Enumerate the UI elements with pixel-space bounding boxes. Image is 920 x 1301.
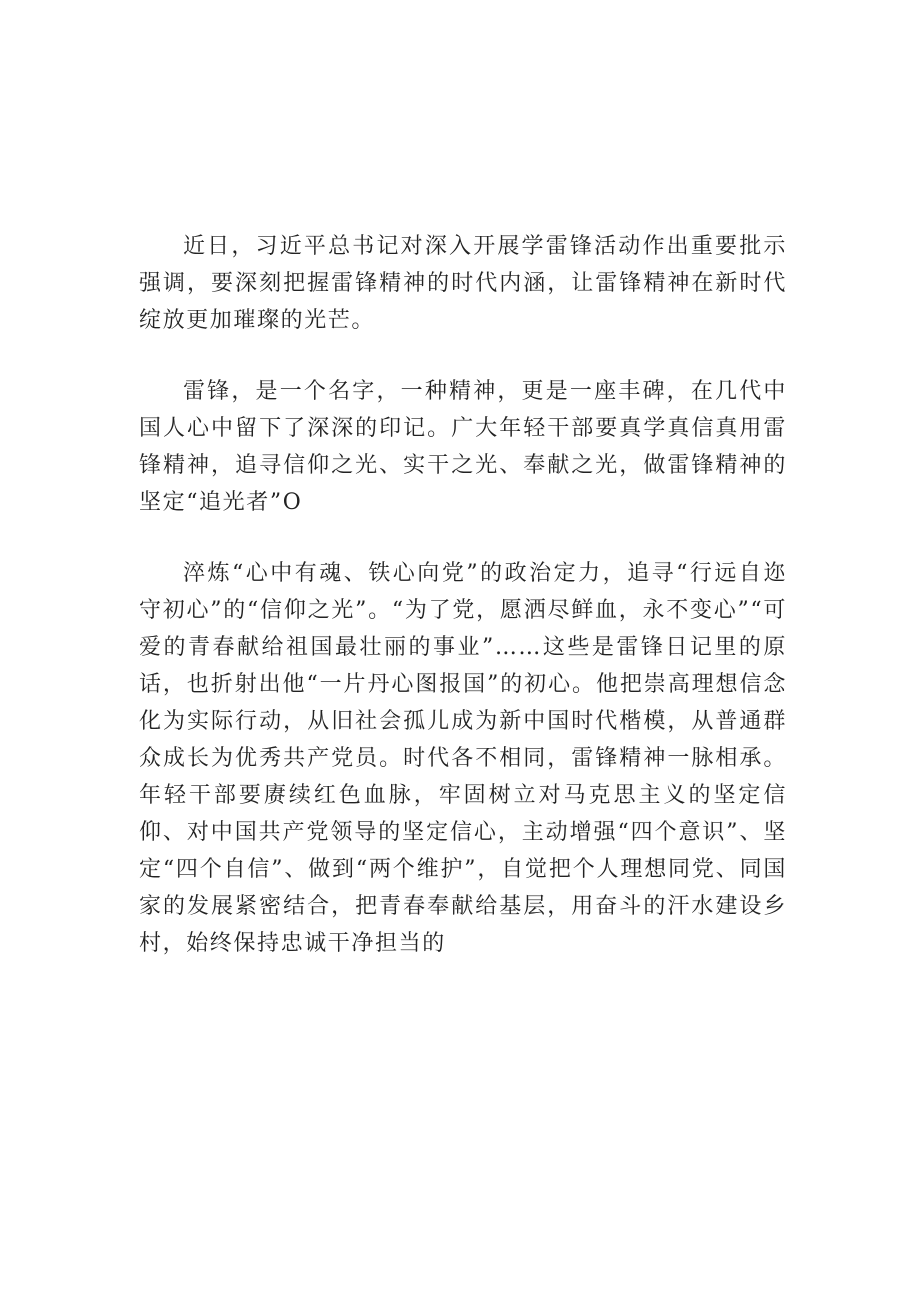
- paragraph-intro: 近日，习近平总书记对深入开展学雷锋活动作出重要批示强调，要深刻把握雷锋精神的时代内涵，让雷锋精神在新时代绽放更加璀璨的光芒。: [139, 234, 787, 333]
- document-body: [139, 228, 787, 962]
- paragraph-political-determination: 淬炼“心中有魂、铁心向党”的政治定力，追寻“行远自迩守初心”的“信仰之光”。“为了党，愿洒尽鲜血，永不变心”“可爱的青春献给祖国最壮丽的事业”……这些是雷锋日记里的原话，也折射出他“一片丹心图报国”的初心。他把崇高理想信念化为实际行动，从旧社会孤儿成为新中国时代楷模，从普通群众成长为优秀共产党员。时代各不相同，雷锋精神一脉相承。年轻干部要赓续红色血脉，牢固树立对马克思主义的坚定信仰、对中国共产党领导的坚定信心，主动增强“四个意识”、坚定“四个自信”、做到“两个维护”，自觉把个人理想同党、同国家的发展紧密结合，把青春奉献给基层，用奋斗的汗水建设乡村，始终保持忠诚干净担当的: [139, 561, 787, 956]
- paragraph-leifeng-spirit: 雷锋，是一个名字，一种精神，更是一座丰碑，在几代中国人心中留下了深深的印记。广大年轻干部要真学真信真用雷锋精神，追寻信仰之光、实干之光、奉献之光，做雷锋精神的坚定“追光者”O: [139, 379, 787, 515]
